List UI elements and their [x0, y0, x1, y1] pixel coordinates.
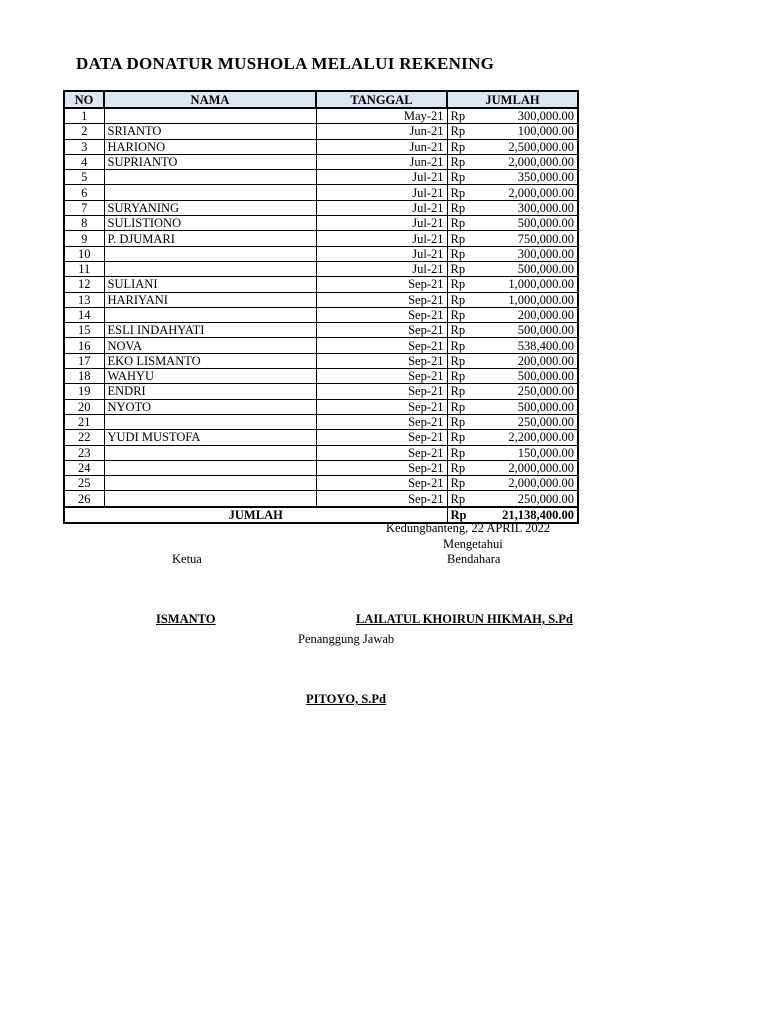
table-row [64, 108, 578, 124]
row-number: 5 [64, 170, 104, 185]
donation-amount: 2,000,000.00 [475, 476, 578, 491]
table-row [64, 216, 578, 231]
donor-name [104, 476, 316, 491]
donor-name [104, 445, 316, 460]
row-number: 16 [64, 338, 104, 353]
currency-label: Rp [447, 491, 475, 507]
donor-name [104, 185, 316, 200]
table-row [64, 399, 578, 414]
left-signatory-name: ISMANTO [156, 612, 216, 626]
currency-label: Rp [447, 139, 475, 154]
donation-date: Sep-21 [316, 338, 447, 353]
donation-date: May-21 [316, 108, 447, 124]
donor-name [104, 460, 316, 475]
row-number: 10 [64, 246, 104, 261]
table-row [64, 491, 578, 507]
donor-name: WAHYU [104, 369, 316, 384]
total-amount: 21,138,400.00 [475, 507, 578, 523]
donation-date: Sep-21 [316, 414, 447, 429]
table-row [64, 154, 578, 169]
donation-amount: 200,000.00 [475, 353, 578, 368]
table-row [64, 353, 578, 368]
donation-date: Sep-21 [316, 353, 447, 368]
donor-name [104, 414, 316, 429]
donation-amount: 100,000.00 [475, 124, 578, 139]
row-number: 3 [64, 139, 104, 154]
table-row [64, 170, 578, 185]
donor-name: SURYANING [104, 200, 316, 215]
header-nama: NAMA [104, 91, 316, 108]
currency-label: Rp [447, 323, 475, 338]
row-number: 17 [64, 353, 104, 368]
currency-label: Rp [447, 292, 475, 307]
donation-date: Jul-21 [316, 216, 447, 231]
donation-date: Sep-21 [316, 460, 447, 475]
donation-date: Sep-21 [316, 491, 447, 507]
currency-label: Rp [447, 108, 475, 124]
currency-label: Rp [447, 476, 475, 491]
donation-amount: 750,000.00 [475, 231, 578, 246]
donation-amount: 300,000.00 [475, 108, 578, 124]
row-number: 24 [64, 460, 104, 475]
donation-amount: 500,000.00 [475, 399, 578, 414]
table-row [64, 430, 578, 445]
donation-date: Jun-21 [316, 124, 447, 139]
responsible-signatory-name: PITOYO, S.Pd [306, 692, 386, 706]
row-number: 13 [64, 292, 104, 307]
table-row [64, 445, 578, 460]
donation-date: Jun-21 [316, 154, 447, 169]
currency-label: Rp [447, 338, 475, 353]
currency-label: Rp [447, 384, 475, 399]
donation-amount: 200,000.00 [475, 307, 578, 322]
header-no: NO [64, 91, 104, 108]
donor-name: P. DJUMARI [104, 231, 316, 246]
donation-amount: 2,000,000.00 [475, 460, 578, 475]
donor-name: NOVA [104, 338, 316, 353]
table-row [64, 246, 578, 261]
donor-name [104, 491, 316, 507]
donation-date: Jun-21 [316, 139, 447, 154]
donation-date: Sep-21 [316, 399, 447, 414]
currency-label: Rp [447, 277, 475, 292]
table-row [64, 124, 578, 139]
currency-label: Rp [447, 353, 475, 368]
donor-name: NYOTO [104, 399, 316, 414]
donation-amount: 300,000.00 [475, 200, 578, 215]
row-number: 19 [64, 384, 104, 399]
donor-name: SULIANI [104, 277, 316, 292]
row-number: 21 [64, 414, 104, 429]
donation-amount: 350,000.00 [475, 170, 578, 185]
row-number: 4 [64, 154, 104, 169]
table-row [64, 338, 578, 353]
currency-label: Rp [447, 154, 475, 169]
donation-date: Sep-21 [316, 384, 447, 399]
donor-name [104, 246, 316, 261]
table-row [64, 277, 578, 292]
donation-amount: 500,000.00 [475, 261, 578, 276]
row-number: 7 [64, 200, 104, 215]
donor-name: ENDRI [104, 384, 316, 399]
row-number: 2 [64, 124, 104, 139]
table-row [64, 261, 578, 276]
donor-name: EKO LISMANTO [104, 353, 316, 368]
table-row [64, 231, 578, 246]
table-row [64, 414, 578, 429]
table-body [64, 108, 578, 507]
table-row [64, 323, 578, 338]
donation-amount: 250,000.00 [475, 491, 578, 507]
donor-table [63, 90, 579, 524]
currency-label: Rp [447, 399, 475, 414]
donor-name: HARIYANI [104, 292, 316, 307]
donation-date: Jul-21 [316, 200, 447, 215]
donation-amount: 500,000.00 [475, 369, 578, 384]
total-label: JUMLAH [64, 507, 447, 523]
right-role: Bendahara [447, 552, 501, 566]
donation-date: Sep-21 [316, 476, 447, 491]
donation-date: Jul-21 [316, 261, 447, 276]
currency-label: Rp [447, 261, 475, 276]
acknowledged-label: Mengetahui [443, 537, 503, 551]
donor-name: SUPRIANTO [104, 154, 316, 169]
currency-label: Rp [447, 445, 475, 460]
currency-label: Rp [447, 430, 475, 445]
donor-name: ESLI INDAHYATI [104, 323, 316, 338]
donation-amount: 1,000,000.00 [475, 277, 578, 292]
header-jumlah: JUMLAH [447, 91, 578, 108]
donation-date: Sep-21 [316, 323, 447, 338]
donor-name: SULISTIONO [104, 216, 316, 231]
donation-amount: 300,000.00 [475, 246, 578, 261]
right-signatory-name: LAILATUL KHOIRUN HIKMAH, S.Pd [356, 612, 573, 626]
currency-label: Rp [447, 460, 475, 475]
donor-name: HARIONO [104, 139, 316, 154]
row-number: 15 [64, 323, 104, 338]
row-number: 26 [64, 491, 104, 507]
donor-name [104, 170, 316, 185]
donor-name: YUDI MUSTOFA [104, 430, 316, 445]
document-title: DATA DONATUR MUSHOLA MELALUI REKENING [76, 54, 495, 73]
row-number: 6 [64, 185, 104, 200]
row-number: 11 [64, 261, 104, 276]
row-number: 12 [64, 277, 104, 292]
row-number: 14 [64, 307, 104, 322]
donation-date: Sep-21 [316, 369, 447, 384]
row-number: 1 [64, 108, 104, 124]
row-number: 8 [64, 216, 104, 231]
currency-label: Rp [447, 414, 475, 429]
row-number: 20 [64, 399, 104, 414]
currency-label: Rp [447, 307, 475, 322]
donation-date: Sep-21 [316, 277, 447, 292]
row-number: 22 [64, 430, 104, 445]
donation-amount: 500,000.00 [475, 323, 578, 338]
table-row [64, 139, 578, 154]
donor-name: SRIANTO [104, 124, 316, 139]
table-row [64, 307, 578, 322]
currency-label: Rp [447, 231, 475, 246]
table-row [64, 200, 578, 215]
currency-label: Rp [447, 200, 475, 215]
table-row [64, 369, 578, 384]
donation-amount: 538,400.00 [475, 338, 578, 353]
row-number: 18 [64, 369, 104, 384]
row-number: 25 [64, 476, 104, 491]
donation-date: Jul-21 [316, 185, 447, 200]
left-role: Ketua [172, 552, 202, 566]
table-header-row [64, 91, 578, 108]
donation-date: Sep-21 [316, 445, 447, 460]
header-tanggal: TANGGAL [316, 91, 447, 108]
currency-label: Rp [447, 170, 475, 185]
currency-label: Rp [447, 246, 475, 261]
currency-label: Rp [447, 369, 475, 384]
donation-date: Sep-21 [316, 307, 447, 322]
table-row [64, 476, 578, 491]
donation-date: Jul-21 [316, 170, 447, 185]
table-row [64, 292, 578, 307]
donor-name [104, 261, 316, 276]
donation-amount: 250,000.00 [475, 384, 578, 399]
donation-date: Jul-21 [316, 231, 447, 246]
responsible-role: Penanggung Jawab [298, 632, 395, 646]
donation-amount: 1,000,000.00 [475, 292, 578, 307]
donation-amount: 2,200,000.00 [475, 430, 578, 445]
row-number: 9 [64, 231, 104, 246]
table-row [64, 384, 578, 399]
currency-label: Rp [447, 216, 475, 231]
donation-amount: 500,000.00 [475, 216, 578, 231]
donation-amount: 250,000.00 [475, 414, 578, 429]
currency-label: Rp [447, 185, 475, 200]
donation-amount: 2,000,000.00 [475, 185, 578, 200]
place-date: Kedungbanteng, 22 APRIL 2022 [386, 521, 551, 535]
donation-date: Sep-21 [316, 292, 447, 307]
donation-amount: 150,000.00 [475, 445, 578, 460]
donation-date: Jul-21 [316, 246, 447, 261]
donor-name [104, 108, 316, 124]
currency-label: Rp [447, 124, 475, 139]
table-row [64, 460, 578, 475]
donation-amount: 2,000,000.00 [475, 154, 578, 169]
table-row [64, 185, 578, 200]
donation-amount: 2,500,000.00 [475, 139, 578, 154]
donation-date: Sep-21 [316, 430, 447, 445]
total-currency: Rp [447, 507, 475, 523]
donor-name [104, 307, 316, 322]
row-number: 23 [64, 445, 104, 460]
